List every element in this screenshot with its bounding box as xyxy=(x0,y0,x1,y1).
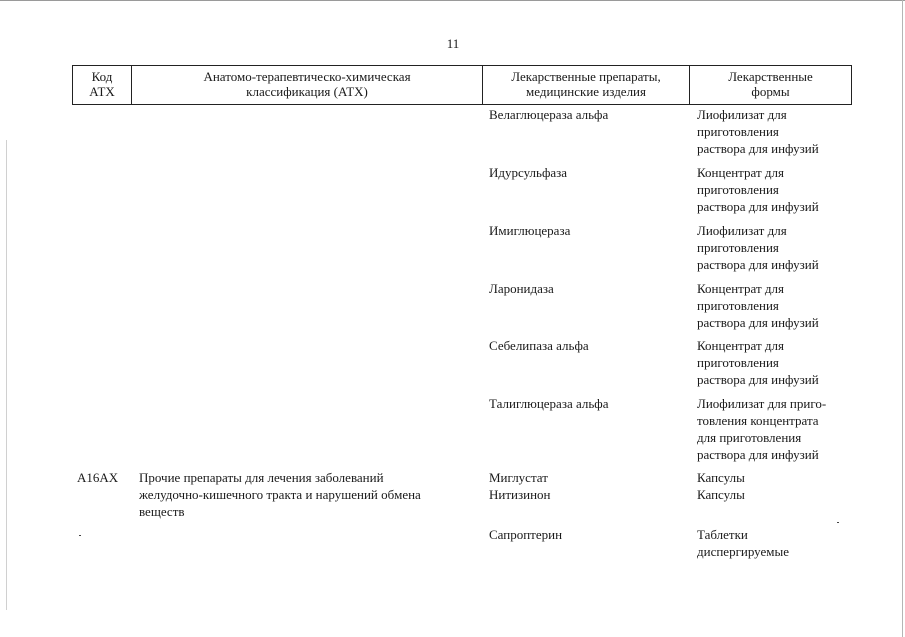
drug-name: Идурсульфаза xyxy=(489,165,568,180)
drug-name: Велаглюцераза альфа xyxy=(489,107,609,122)
drug-name: Имиглюцераза xyxy=(489,223,571,238)
page-number: 11 xyxy=(446,36,460,51)
atc-group-name: Прочие препараты для лечения заболеваний желудочно-кишечного тракта и нарушений обмена веществ xyxy=(139,470,421,519)
drug-name: Миглустат Нитизинон xyxy=(489,470,551,502)
dosage-form: Лиофилизат для приготовления раствора для инфузий xyxy=(697,107,819,156)
scan-speck xyxy=(79,535,81,536)
drug-name: Талиглюцераза альфа xyxy=(489,396,609,411)
dosage-form: Концентрат для приготовления раствора для инфузий xyxy=(697,165,819,214)
scan-edge-left xyxy=(6,140,7,610)
header-dosage-forms: Лекарственные формы xyxy=(689,65,852,105)
dosage-form: Капсулы Капсулы xyxy=(697,470,745,502)
scan-edge-top xyxy=(0,0,905,1)
drug-name: Ларонидаза xyxy=(489,281,554,296)
dosage-form: Концентрат для приготовления раствора для инфузий xyxy=(697,338,819,387)
header-code-atc: Код АТХ xyxy=(72,65,132,105)
drug-name: Себелипаза альфа xyxy=(489,338,589,353)
scan-edge-right xyxy=(902,0,903,637)
atc-code: A16AX xyxy=(77,470,119,485)
scan-speck xyxy=(837,522,839,523)
dosage-form: Концентрат для приготовления раствора для инфузий xyxy=(697,281,819,330)
dosage-form: Лиофилизат для приготовления раствора для инфузий xyxy=(697,223,819,272)
dosage-form: Лиофилизат для приго- товления концентрата для приготовления раствора для инфузий xyxy=(697,396,827,462)
header-atc-classification: Анатомо-терапевтическо-химическая классификация (АТХ) xyxy=(131,65,483,105)
header-drugs: Лекарственные препараты, медицинские изделия xyxy=(482,65,690,105)
drug-name: Сапроптерин xyxy=(489,527,563,542)
dosage-form: Таблетки диспергируемые xyxy=(697,527,790,559)
